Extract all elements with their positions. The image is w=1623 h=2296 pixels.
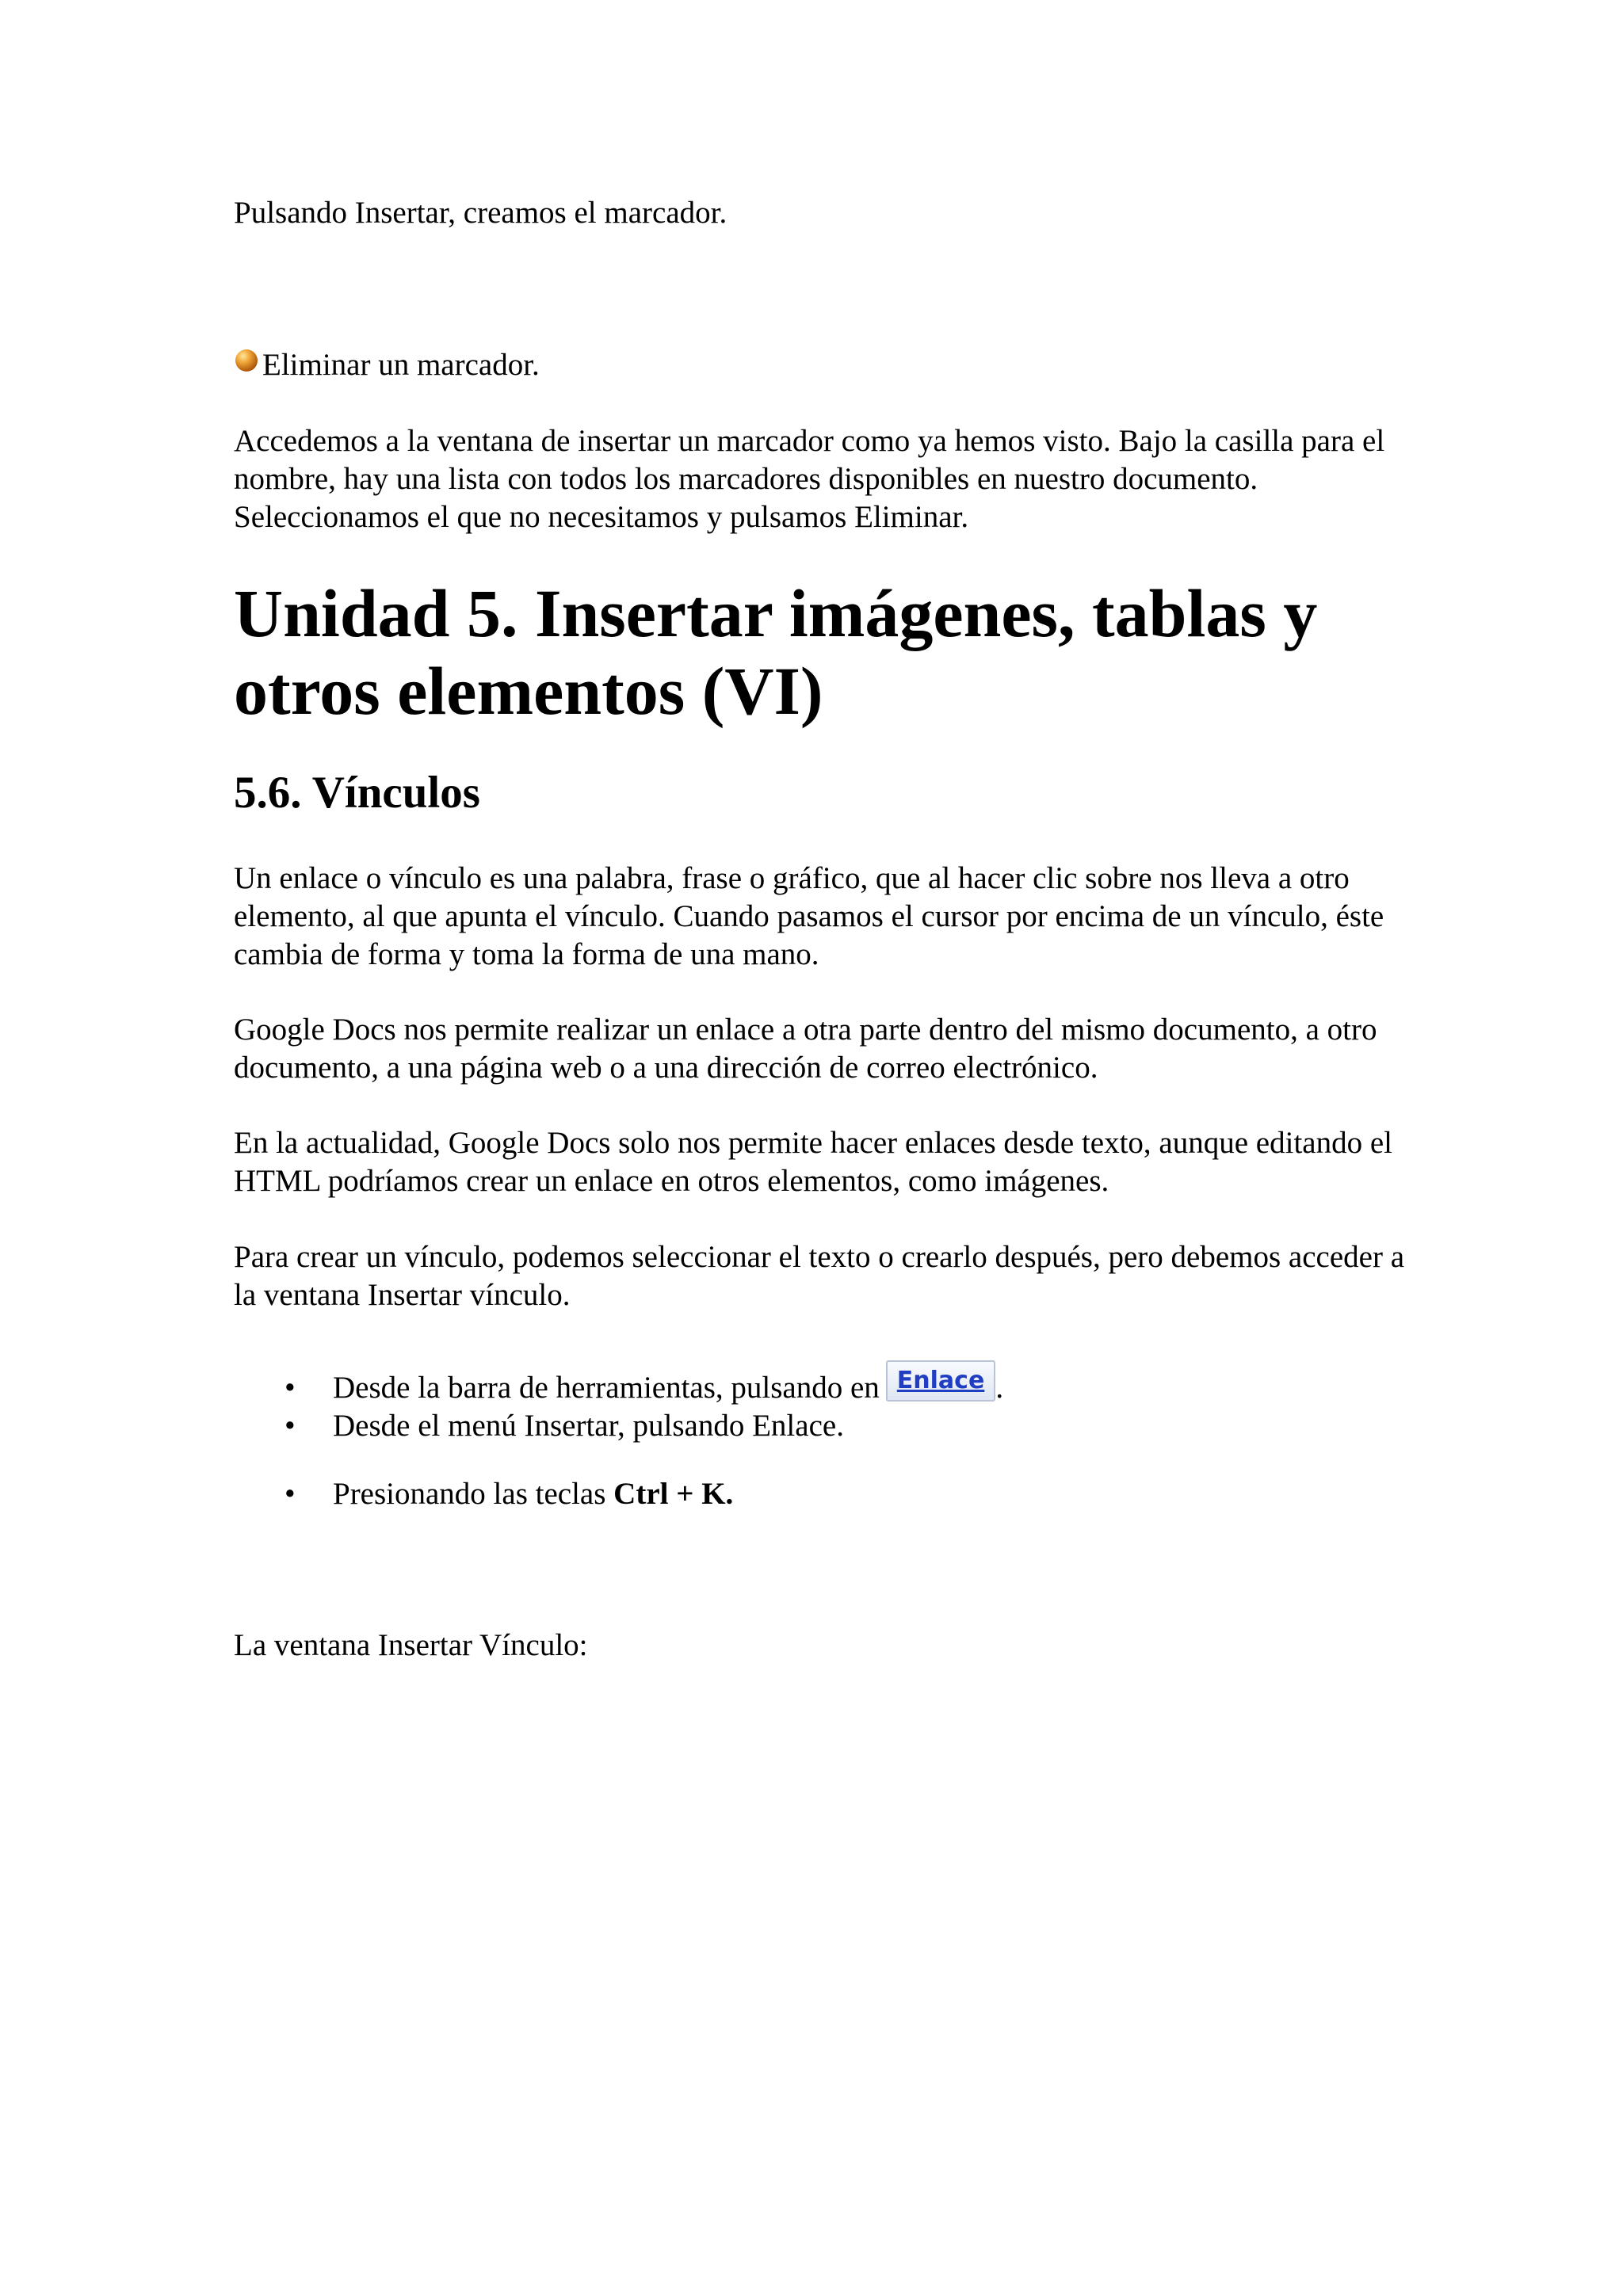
paragraph-crear-vinculo: Para crear un vínculo, podemos seleccionar el texto o crearlo después, pero debemos acceder a la ventana Insertar vínculo. xyxy=(234,1240,1405,1312)
list-item-tail: . xyxy=(995,1371,1004,1405)
bullet-dot: • xyxy=(285,1371,296,1405)
enlace-button[interactable]: Enlace xyxy=(886,1360,996,1402)
list-item xyxy=(234,1407,1407,1445)
unit-title: Unidad 5. Insertar imágenes, tablas y otros elementos (VI) xyxy=(234,575,1318,729)
paragraph-enlace: Un enlace o vínculo es una palabra, frase o gráfico, que al hacer clic sobre nos lleva a otro elemento, al que apunta el vínculo. Cuando pasamos el cursor por encima de un vínculo, éste cambia de forma y toma la forma de una mano. xyxy=(234,861,1384,971)
bullet-dot: • xyxy=(285,1409,296,1443)
list-item-text: Desde el menú Insertar, pulsando Enlace. xyxy=(333,1409,844,1443)
section-title: 5.6. Vínculos xyxy=(234,768,480,818)
subsection-title: Eliminar un marcador. xyxy=(262,348,540,382)
list-item xyxy=(234,1475,1407,1513)
paragraph-eliminar: Accedemos a la ventana de insertar un marcador como ya hemos visto. Bajo la casilla para el nombre, hay una lista con todos los marcadores disponibles en nuestro documento. Seleccionamos el que no necesitamos y pulsamos Eliminar. xyxy=(234,424,1385,534)
keyboard-shortcut: Ctrl + K. xyxy=(613,1477,734,1511)
subsection-eliminar-marcador xyxy=(235,346,540,384)
orange-orb-icon xyxy=(235,349,258,372)
paragraph-actualidad: En la actualidad, Google Docs solo nos permite hacer enlaces desde texto, aunque editando el HTML podríamos crear un enlace en otros elementos, como imágenes. xyxy=(234,1126,1392,1198)
methods-list xyxy=(234,1369,1407,1411)
methods-list-2 xyxy=(234,1407,1407,1445)
paragraph-google-docs: Google Docs nos permite realizar un enlace a otra parte dentro del mismo documento, a otro documento, a una página web o a una dirección de correo electrónico. xyxy=(234,1013,1377,1085)
list-item-text: Desde la barra de herramientas, pulsando en xyxy=(333,1371,880,1405)
list-item xyxy=(234,1369,1407,1411)
paragraph-intro: Pulsando Insertar, creamos el marcador. xyxy=(234,196,727,230)
list-item-text: Presionando las teclas xyxy=(333,1477,606,1511)
paragraph-ventana: La ventana Insertar Vínculo: xyxy=(234,1628,588,1662)
methods-list-3 xyxy=(234,1475,1407,1513)
bullet-dot: • xyxy=(285,1477,296,1511)
